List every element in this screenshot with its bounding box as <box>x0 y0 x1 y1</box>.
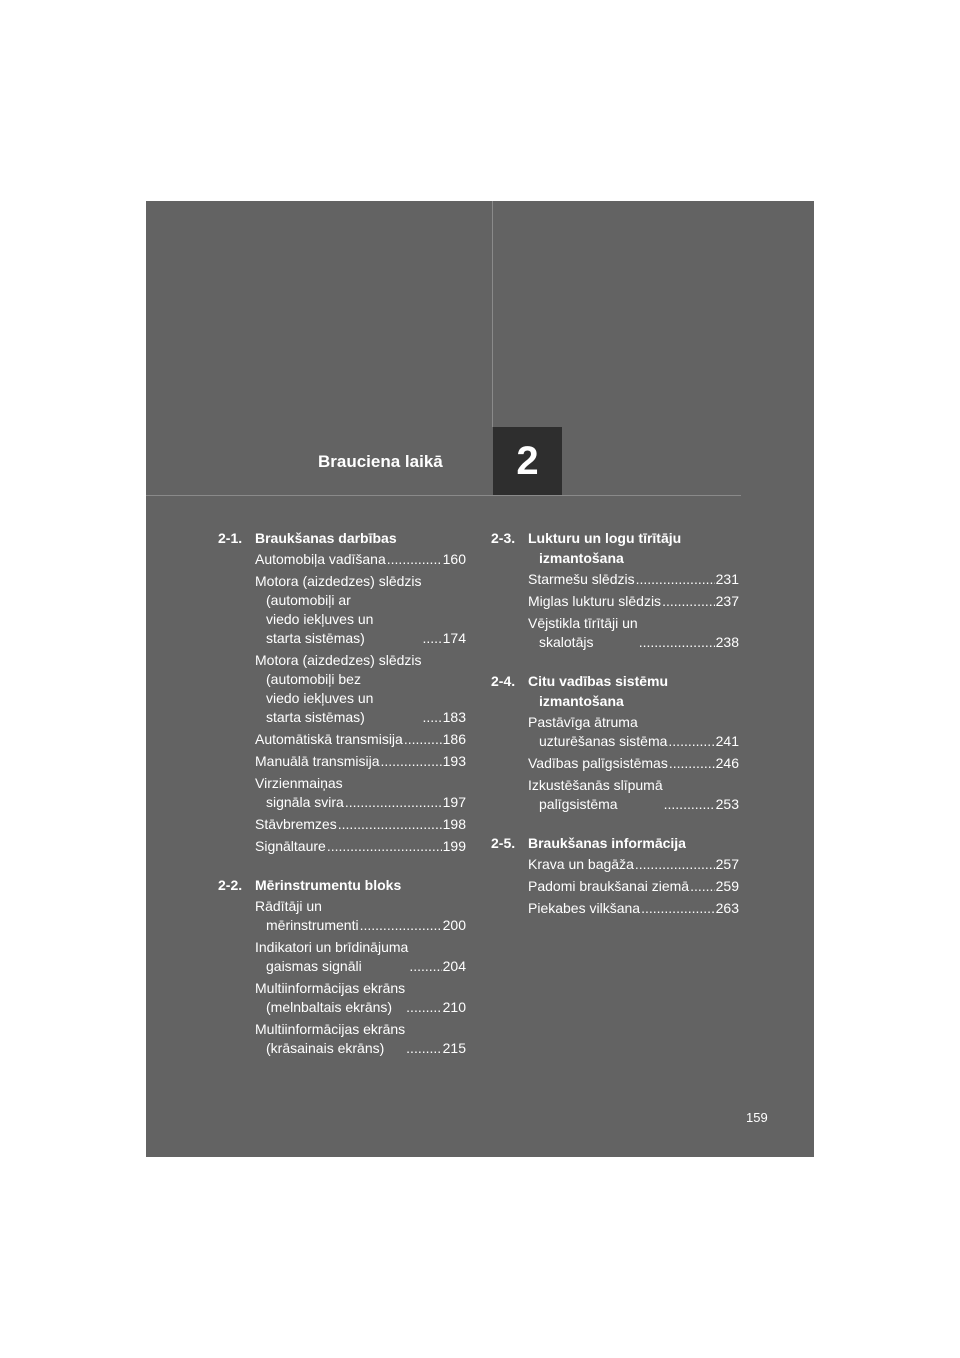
toc-entry[interactable] <box>255 897 466 935</box>
dot-leader <box>409 957 441 976</box>
dot-leader <box>406 998 441 1017</box>
toc-entry[interactable] <box>528 592 739 611</box>
dot-leader <box>404 730 442 749</box>
entry-page-number: 246 <box>715 755 739 771</box>
entry-page-number: 253 <box>715 796 739 812</box>
section-heading <box>218 875 466 895</box>
entry-title: Izkustēšanās slīpumā palīgsistēma <box>528 777 663 812</box>
dot-leader <box>381 752 442 771</box>
entry-page-number: 183 <box>442 709 466 725</box>
section-number: 2-1. <box>218 530 243 546</box>
dot-leader <box>423 629 442 648</box>
dot-leader <box>662 592 715 611</box>
toc-entry[interactable] <box>255 550 466 569</box>
dot-leader <box>338 815 442 834</box>
entry-title: Motora (aizdedzes) slēdzis (automobiļi bez viedo iekļuves un starta sistēmas) <box>255 652 422 725</box>
entry-page-number: 193 <box>442 753 466 769</box>
entry-title: Signāltaure <box>255 838 326 854</box>
toc-section <box>491 833 739 918</box>
toc-entry[interactable] <box>255 774 466 812</box>
page-number: 159 <box>746 1110 768 1125</box>
dot-leader <box>641 899 715 918</box>
entry-page-number: 197 <box>442 794 466 810</box>
entry-page-number: 204 <box>442 958 466 974</box>
section-heading <box>491 833 739 853</box>
dot-leader <box>690 877 715 896</box>
dot-leader <box>636 570 715 589</box>
dot-leader <box>668 732 714 751</box>
toc-entry[interactable] <box>255 651 466 727</box>
dot-leader <box>423 708 442 727</box>
entry-page-number: 200 <box>442 917 466 933</box>
dot-leader <box>360 916 442 935</box>
toc-entry[interactable] <box>255 752 466 771</box>
toc-entry[interactable] <box>528 899 739 918</box>
entry-title: Padomi braukšanai ziemā <box>528 878 690 894</box>
entry-title: Indikatori un brīdinājuma gaismas signāli <box>255 939 409 974</box>
vertical-divider <box>492 201 493 427</box>
dot-leader <box>635 855 715 874</box>
toc-entry[interactable] <box>528 855 739 874</box>
dot-leader <box>345 793 442 812</box>
entry-page-number: 241 <box>715 733 739 749</box>
dot-leader <box>406 1039 441 1058</box>
entry-page-number: 215 <box>442 1040 466 1056</box>
toc-entry[interactable] <box>255 815 466 834</box>
section-title: Braukšanas informācija <box>528 835 686 851</box>
entry-title: Multiinformācijas ekrāns (krāsainais ekrāns) <box>255 1021 406 1056</box>
chapter-title: Brauciena laikā <box>318 452 443 471</box>
entry-page-number: 160 <box>442 551 466 567</box>
toc-section <box>218 875 466 1058</box>
entry-title: Piekabes vilkšana <box>528 900 641 916</box>
section-heading <box>491 671 739 711</box>
entry-page-number: 238 <box>715 634 739 650</box>
entry-page-number: 257 <box>715 856 739 872</box>
section-number: 2-5. <box>491 835 516 851</box>
toc-entry[interactable] <box>255 730 466 749</box>
toc-section <box>491 671 739 814</box>
entry-page-number: 199 <box>442 838 466 854</box>
section-number: 2-2. <box>218 877 243 893</box>
entry-title: Miglas lukturu slēdzis <box>528 593 662 609</box>
dot-leader <box>669 754 715 773</box>
toc-entry[interactable] <box>528 570 739 589</box>
entry-title: Stāvbremzes <box>255 816 337 832</box>
entry-title: Virzienmaiņas signāla svira <box>255 775 344 810</box>
section-heading <box>491 528 739 568</box>
section-title: Mērinstrumentu bloks <box>255 877 402 893</box>
toc-column-left <box>218 528 466 1077</box>
section-title: Citu vadības sistēmu izmantošana <box>528 673 669 709</box>
entry-title: Motora (aizdedzes) slēdzis (automobiļi ar viedo iekļuves un starta sistēmas) <box>255 573 422 646</box>
toc-entry[interactable] <box>528 877 739 896</box>
entry-title: Vadības palīgsistēmas <box>528 755 668 771</box>
toc-entry[interactable] <box>255 837 466 856</box>
toc-section <box>218 528 466 856</box>
toc-entry[interactable] <box>255 572 466 648</box>
entry-page-number: 210 <box>442 999 466 1015</box>
entry-page-number: 259 <box>715 878 739 894</box>
entry-page-number: 237 <box>715 593 739 609</box>
dot-leader <box>387 550 442 569</box>
dot-leader <box>639 633 715 652</box>
entry-title: Starmešu slēdzis <box>528 571 635 587</box>
entry-page-number: 186 <box>442 731 466 747</box>
section-heading <box>218 528 466 548</box>
entry-title: Vējstikla tīrītāji un skalotājs <box>528 615 638 650</box>
chapter-number-box: 2 <box>493 427 562 495</box>
dot-leader <box>327 837 442 856</box>
toc-column-right <box>491 528 739 937</box>
entry-page-number: 263 <box>715 900 739 916</box>
entry-page-number: 174 <box>442 630 466 646</box>
horizontal-divider <box>146 495 741 496</box>
toc-entry[interactable] <box>255 938 466 976</box>
entry-title: Automobiļa vadīšana <box>255 551 386 567</box>
toc-entry[interactable] <box>528 614 739 652</box>
dot-leader <box>664 795 715 814</box>
entry-title: Manuālā transmisija <box>255 753 380 769</box>
entry-title: Krava un bagāža <box>528 856 634 872</box>
section-number: 2-4. <box>491 673 516 689</box>
toc-entry[interactable] <box>528 776 739 814</box>
toc-entry[interactable] <box>528 754 739 773</box>
entry-title: Pastāvīga ātruma uzturēšanas sistēma <box>528 714 668 749</box>
entry-title: Multiinformācijas ekrāns (melnbaltais ekrāns) <box>255 980 406 1015</box>
entry-title: Automātiskā transmisija <box>255 731 403 747</box>
toc-entry[interactable] <box>255 979 466 1017</box>
toc-entry[interactable] <box>255 1020 466 1058</box>
entry-title: Rādītāji un mērinstrumenti <box>255 898 359 933</box>
section-title: Braukšanas darbības <box>255 530 397 546</box>
entry-page-number: 198 <box>442 816 466 832</box>
entry-page-number: 231 <box>715 571 739 587</box>
section-title: Lukturu un logu tīrītāju izmantošana <box>528 530 682 566</box>
toc-entry[interactable] <box>528 713 739 751</box>
toc-section <box>491 528 739 652</box>
section-number: 2-3. <box>491 530 516 546</box>
